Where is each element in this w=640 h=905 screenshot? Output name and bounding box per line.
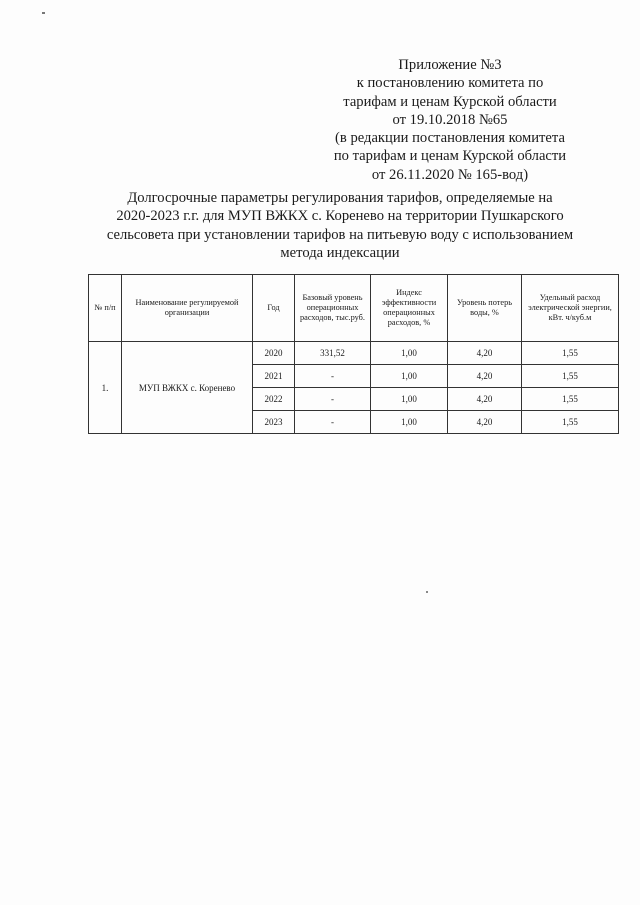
heading-line: сельсовета при установлении тарифов на питьевую воду с использованием [106,226,574,243]
cell-loss: 4,20 [448,365,522,388]
scan-speck [42,12,45,14]
table-header-row [89,275,619,342]
cell-energy: 1,55 [522,411,619,434]
header-base-costs: Базовый уровень операционных расходов, тыс.руб. [295,275,371,342]
cell-loss: 4,20 [448,388,522,411]
appendix-line: тарифам и ценам Курской области [343,93,557,110]
header-water-loss: Уровень потерь воды, % [448,275,522,342]
cell-base: - [295,388,371,411]
cell-energy: 1,55 [522,388,619,411]
cell-index: 1,00 [371,342,448,365]
cell-energy: 1,55 [522,342,619,365]
cell-index: 1,00 [371,365,448,388]
header-energy-consumption: Удельный расход электрической энергии, кВт. ч/куб.м [522,275,619,342]
cell-energy: 1,55 [522,365,619,388]
appendix-line: (в редакции постановления комитета [335,130,565,147]
cell-num: 1. [89,342,122,434]
cell-base: 331,52 [295,342,371,365]
cell-year: 2021 [253,365,295,388]
cell-year: 2022 [253,388,295,411]
heading-line: метода индексации [280,245,400,262]
cell-org: МУП ВЖКХ с. Коренево [122,342,253,434]
header-efficiency-index: Индекс эффективности операционных расходов, % [371,275,448,342]
appendix-line: от 26.11.2020 № 165-вод) [371,166,529,183]
header-year: Год [253,275,295,342]
appendix-line: от 19.10.2018 №65 [392,111,508,128]
cell-index: 1,00 [371,411,448,434]
cell-index: 1,00 [371,388,448,411]
cell-loss: 4,20 [448,342,522,365]
cell-loss: 4,20 [448,411,522,434]
parameters-table [88,274,619,434]
header-num: № п/п [89,275,122,342]
heading-line: Долгосрочные параметры регулирования тарифов, определяемые на [127,190,553,206]
appendix-block [300,56,600,184]
cell-base: - [295,411,371,434]
appendix-line: по тарифам и ценам Курской области [333,148,567,165]
appendix-line: к постановлению комитета по [356,75,544,92]
heading-line: 2020-2023 г.г. для МУП ВЖКХ с. Коренево на территории Пушкарского [116,208,564,225]
header-org: Наименование регулируемой организации [122,275,253,342]
document-heading [80,189,600,263]
cell-base: - [295,365,371,388]
table-row [89,342,619,365]
cell-year: 2020 [253,342,295,365]
cell-year: 2023 [253,411,295,434]
scan-speck [426,591,428,593]
appendix-title: Приложение №3 [398,57,502,73]
